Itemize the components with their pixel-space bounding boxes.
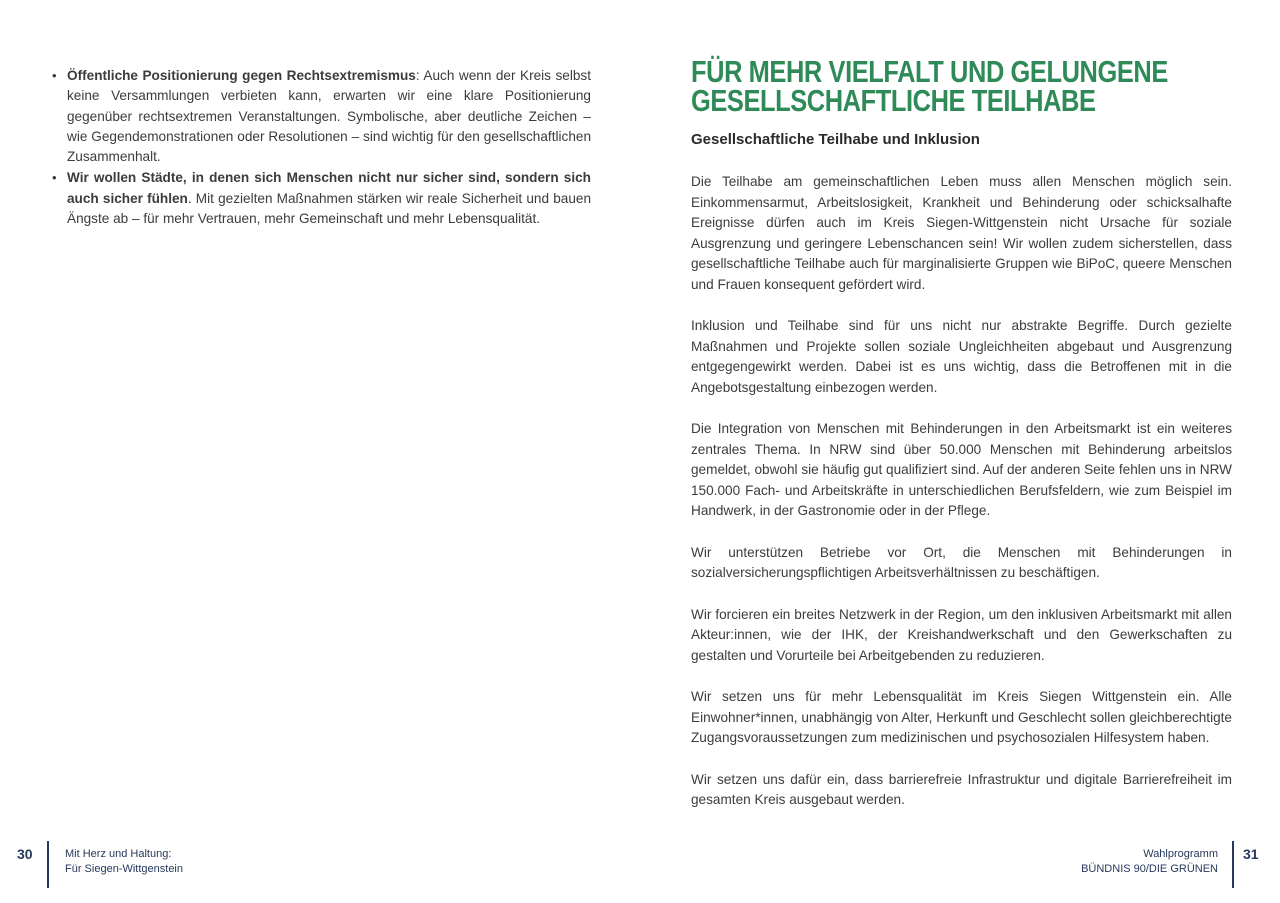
footer-label-line2: BÜNDNIS 90/DIE GRÜNEN [1081, 863, 1218, 875]
page-number-right: 31 [1243, 846, 1259, 862]
body-paragraph: Die Integration von Menschen mit Behinderungen in den Arbeitsmarkt ist ein weiteres zentrales Thema. In NRW sind über 50.000 Menschen mit Behinderung arbeitslos gemeldet, obwohl sie häufig gut qualifiziert sind. Auf der anderen Seite fehlen uns in NRW 150.000 Fach- und Arbeitskräfte in unterschiedlichen Berufsfeldern, wie zum Beispiel im Handwerk, in der Gastronomie oder in der Pflege. [691, 421, 1232, 518]
section-heading: Gesellschaftliche Teilhabe und Inklusion [691, 131, 980, 148]
bullet-item [50, 66, 591, 167]
body-paragraph: Inklusion und Teilhabe sind für uns nicht nur abstrakte Begriffe. Durch gezielte Maßnahmen und Projekte sollen soziale Ungleichheiten abgebaut und Ausgrenzung entgegengewirkt werden. Dabei ist es uns wichtig, dass die Betroffenen mit in die Angebotsgestaltung einbezogen werden. [691, 318, 1232, 395]
bullet-list [50, 66, 591, 229]
bullet-body-text: : Auch wenn der Kreis selbst keine Versammlungen verbieten kann, erwarten wir eine klare Positionierung gegenüber rechtsextremen Veranstaltungen. Symbolische, aber deutliche Zeichen – wie Gegendemonstrationen oder Resolutionen – sind wichtig für den gesellschaftlichen Zusammenhalt. [67, 68, 591, 165]
body-paragraph: Wir unterstützen Betriebe vor Ort, die Menschen mit Behinderungen in sozialversicherungspflichtigen Arbeitsverhältnissen zu beschäftigen. [691, 544, 1232, 580]
bullet-lead-bold: Wir wollen Städte, in denen sich Menschen nicht nur sicher sind, sondern sich auch sicher fühlen [67, 170, 591, 206]
body-paragraph: Wir forcieren ein breites Netzwerk in der Region, um den inklusiven Arbeitsmarkt mit allen Akteur:innen, wie der IHK, der Kreishandwerkschaft und den Gewerkschaften zu gestalten und Vorurteile bei Arbeitgebenden zu reduzieren. [691, 606, 1232, 663]
footer-tagline-line2: Für Siegen-Wittgenstein [65, 863, 183, 875]
footer-tagline-left [65, 847, 183, 877]
footer-divider-left [47, 841, 49, 888]
page-title-line1: FÜR MEHR VIELFALT UND GELUNGENE [691, 54, 1168, 89]
body-paragraph: Wir setzen uns dafür ein, dass barrierefreie Infrastruktur und digitale Barrierefreiheit im gesamten Kreis ausgebaut werden. [691, 771, 1232, 807]
right-page-content [691, 54, 1232, 832]
body-paragraph: Wir setzen uns für mehr Lebensqualität im Kreis Siegen Wittgenstein ein. Alle Einwohner*innen, unabhängig von Alter, Herkunft und Geschlecht sollen gleichberechtigte Zugangsvoraussetzungen zum medizinischen und psychosozialen Hilfesystem haben. [691, 689, 1232, 745]
bullet-item [50, 168, 591, 229]
page-number-left: 30 [17, 846, 33, 862]
body-paragraph: Die Teilhabe am gemeinschaftlichen Leben muss allen Menschen möglich sein. Einkommensarmut, Arbeitslosigkeit, Krankheit und Behinderung oder schicksalhafte Ereignisse dürfen auch im Kreis Siegen-Wittgenstein nicht Ursache für soziale Ausgrenzung und geringere Lebenschancen sein! Wir wollen zudem sicherstellen, dass gesellschaftliche Teilhabe auch für marginalisierte Gruppen wie BiPoC, queere Menschen und Frauen konsequent gefördert wird. [691, 174, 1232, 292]
body-copy [691, 172, 1232, 811]
bullet-lead-bold: Öffentliche Positionierung gegen Rechtsextremismus [67, 68, 416, 83]
page-title-line2: GESELLSCHAFTLICHE TEILHABE [691, 82, 1096, 118]
footer-label-right [1081, 847, 1218, 877]
footer-label-line1: Wahlprogramm [1143, 848, 1218, 860]
bullet-body-text: . Mit gezielten Maßnahmen stärken wir reale Sicherheit und bauen Ängste ab – für mehr Vertrauen, mehr Gemeinschaft und mehr Lebensqualität. [67, 190, 592, 227]
footer-divider-right [1232, 841, 1234, 888]
page-title [691, 54, 1168, 118]
left-page-content [50, 66, 591, 229]
footer-tagline-line1: Mit Herz und Haltung: [65, 848, 172, 860]
